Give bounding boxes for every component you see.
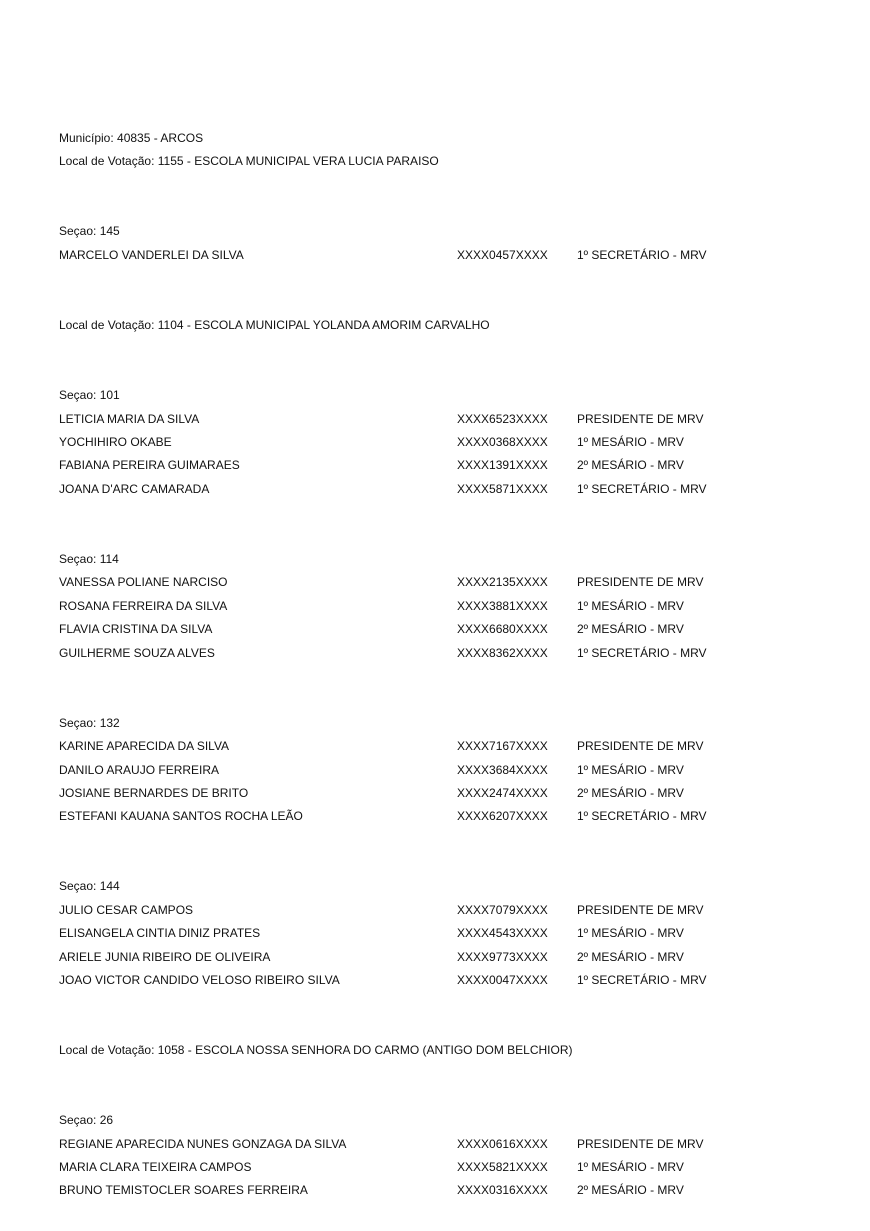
member-id: XXXX9773XXXX: [457, 950, 548, 964]
secao-label: Seçao: 144: [59, 879, 120, 893]
member-name: BRUNO TEMISTOCLER SOARES FERREIRA: [59, 1183, 308, 1197]
member-name: ARIELE JUNIA RIBEIRO DE OLIVEIRA: [59, 950, 271, 964]
local-votacao-heading: Local de Votação: 1104 - ESCOLA MUNICIPAL YOLANDA AMORIM CARVALHO: [59, 318, 490, 332]
member-name: ROSANA FERREIRA DA SILVA: [59, 599, 228, 613]
member-name: ESTEFANI KAUANA SANTOS ROCHA LEÃO: [59, 809, 303, 823]
member-name: REGIANE APARECIDA NUNES GONZAGA DA SILVA: [59, 1137, 347, 1151]
member-id: XXXX0047XXXX: [457, 973, 548, 987]
member-id: XXXX1391XXXX: [457, 458, 548, 472]
member-name: VANESSA POLIANE NARCISO: [59, 575, 228, 589]
member-id: XXXX4543XXXX: [457, 926, 548, 940]
member-role: 1º MESÁRIO - MRV: [577, 599, 684, 613]
member-name: FLAVIA CRISTINA DA SILVA: [59, 622, 213, 636]
member-name: FABIANA PEREIRA GUIMARAES: [59, 458, 240, 472]
member-id: XXXX0316XXXX: [457, 1183, 548, 1197]
member-name: YOCHIHIRO OKABE: [59, 435, 172, 449]
member-role: 2º MESÁRIO - MRV: [577, 1183, 684, 1197]
member-name: MARCELO VANDERLEI DA SILVA: [59, 248, 244, 262]
member-role: PRESIDENTE DE MRV: [577, 575, 704, 589]
member-role: 1º SECRETÁRIO - MRV: [577, 646, 707, 660]
member-name: GUILHERME SOUZA ALVES: [59, 646, 215, 660]
member-id: XXXX6207XXXX: [457, 809, 548, 823]
member-name: JULIO CESAR CAMPOS: [59, 903, 194, 917]
member-role: 1º SECRETÁRIO - MRV: [577, 809, 707, 823]
member-name: KARINE APARECIDA DA SILVA: [59, 739, 230, 753]
municipio-heading: Município: 40835 - ARCOS: [59, 131, 204, 145]
member-role: 2º MESÁRIO - MRV: [577, 950, 684, 964]
member-id: XXXX2135XXXX: [457, 575, 548, 589]
member-role: 1º SECRETÁRIO - MRV: [577, 973, 707, 987]
local-votacao-heading: Local de Votação: 1155 - ESCOLA MUNICIPAL VERA LUCIA PARAISO: [59, 154, 439, 168]
member-role: PRESIDENTE DE MRV: [577, 1137, 704, 1151]
member-role: PRESIDENTE DE MRV: [577, 903, 704, 917]
secao-label: Seçao: 132: [59, 716, 120, 730]
secao-label: Seçao: 26: [59, 1113, 114, 1127]
member-name: JOAO VICTOR CANDIDO VELOSO RIBEIRO SILVA: [59, 973, 340, 987]
secao-label: Seçao: 101: [59, 388, 120, 402]
member-role: 1º MESÁRIO - MRV: [577, 926, 684, 940]
member-id: XXXX7079XXXX: [457, 903, 548, 917]
member-name: JOANA D'ARC CAMARADA: [59, 482, 210, 496]
member-id: XXXX8362XXXX: [457, 646, 548, 660]
secao-label: Seçao: 145: [59, 224, 120, 238]
member-id: XXXX6523XXXX: [457, 412, 548, 426]
member-role: 1º MESÁRIO - MRV: [577, 1160, 684, 1174]
member-role: 1º MESÁRIO - MRV: [577, 763, 684, 777]
member-role: 2º MESÁRIO - MRV: [577, 458, 684, 472]
member-role: 1º SECRETÁRIO - MRV: [577, 482, 707, 496]
member-name: DANILO ARAUJO FERREIRA: [59, 763, 220, 777]
local-votacao-heading: Local de Votação: 1058 - ESCOLA NOSSA SENHORA DO CARMO (ANTIGO DOM BELCHIOR): [59, 1043, 573, 1057]
member-name: JOSIANE BERNARDES DE BRITO: [59, 786, 249, 800]
member-name: LETICIA MARIA DA SILVA: [59, 412, 200, 426]
member-name: ELISANGELA CINTIA DINIZ PRATES: [59, 926, 261, 940]
member-id: XXXX0457XXXX: [457, 248, 548, 262]
member-id: XXXX7167XXXX: [457, 739, 548, 753]
member-id: XXXX0368XXXX: [457, 435, 548, 449]
member-role: 2º MESÁRIO - MRV: [577, 622, 684, 636]
member-role: 1º SECRETÁRIO - MRV: [577, 248, 707, 262]
member-id: XXXX0616XXXX: [457, 1137, 548, 1151]
member-role: 1º MESÁRIO - MRV: [577, 435, 684, 449]
member-id: XXXX3684XXXX: [457, 763, 548, 777]
member-role: PRESIDENTE DE MRV: [577, 412, 704, 426]
member-id: XXXX6680XXXX: [457, 622, 548, 636]
member-id: XXXX3881XXXX: [457, 599, 548, 613]
member-id: XXXX5871XXXX: [457, 482, 548, 496]
member-name: MARIA CLARA TEIXEIRA CAMPOS: [59, 1160, 252, 1174]
secao-label: Seçao: 114: [59, 552, 119, 566]
member-role: 2º MESÁRIO - MRV: [577, 786, 684, 800]
member-id: XXXX5821XXXX: [457, 1160, 548, 1174]
member-role: PRESIDENTE DE MRV: [577, 739, 704, 753]
member-id: XXXX2474XXXX: [457, 786, 548, 800]
